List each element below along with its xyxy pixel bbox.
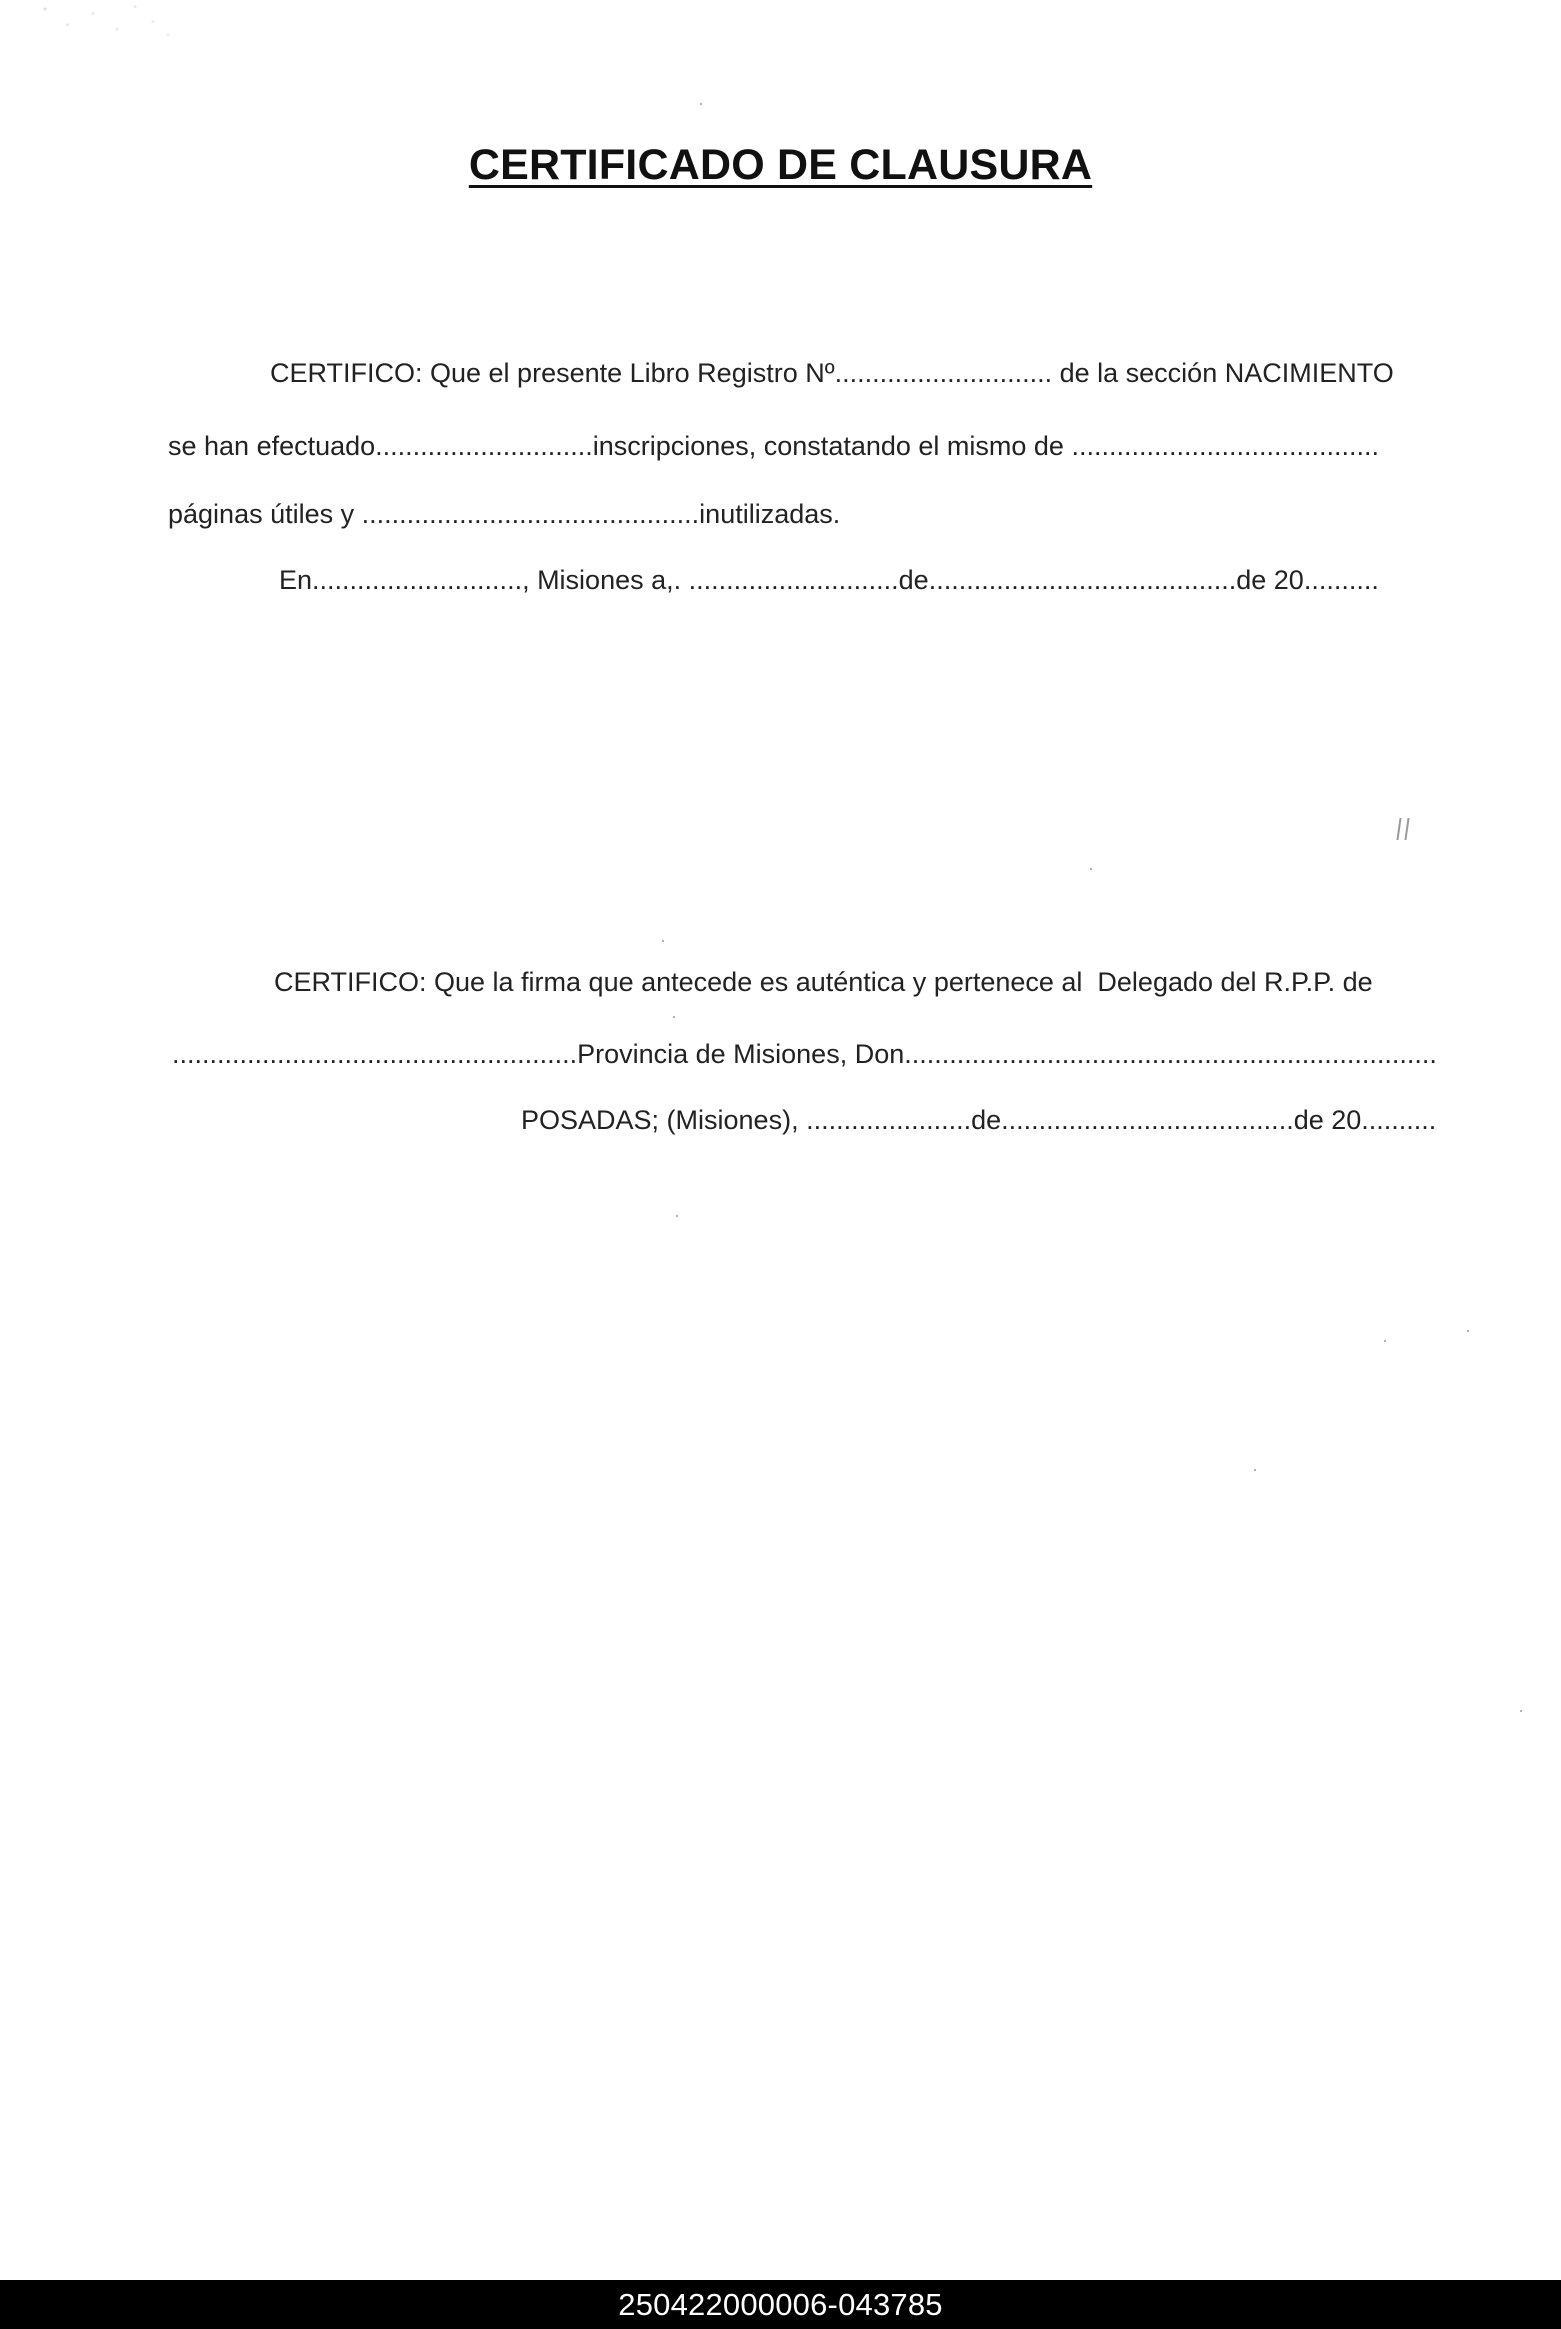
scan-speck <box>1090 868 1092 870</box>
scan-speck <box>1384 1340 1386 1342</box>
scan-speck <box>673 1016 675 1018</box>
certificate-line-4: En............................, Misiones a,. ............................de.........................................de 20.......... <box>279 565 1379 595</box>
certificate-line-1: CERTIFICO: Que el presente Libro Registro Nº............................. de la sección NACIMIENTO <box>270 358 1394 388</box>
authentication-line-3: POSADAS; (Misiones), ......................de.......................................de 20.......... <box>521 1105 1437 1135</box>
scan-noise <box>30 0 180 45</box>
scan-speck <box>1467 1330 1469 1332</box>
certificate-line-3: páginas útiles y .............................................inutilizadas. <box>168 499 841 529</box>
scan-speck <box>676 1215 678 1217</box>
certificate-line-2: se han efectuado.............................inscripciones, constatando el mismo de ......................................... <box>168 431 1380 461</box>
authentication-line-1: CERTIFICO: Que la firma que antecede es auténtica y pertenece al Delegado del R.P.P. de <box>274 967 1373 997</box>
margin-mark <box>1396 818 1409 840</box>
scan-speck <box>1520 1710 1522 1712</box>
scan-speck <box>1254 1469 1256 1471</box>
scan-speck <box>700 103 702 105</box>
authentication-line-2: ......................................................Provincia de Misiones, Don....................................................................... <box>172 1039 1437 1069</box>
document-title: CERTIFICADO DE CLAUSURA <box>468 141 1093 189</box>
scan-speck <box>662 940 664 942</box>
document-id: 250422000006-043785 <box>618 2287 943 2322</box>
